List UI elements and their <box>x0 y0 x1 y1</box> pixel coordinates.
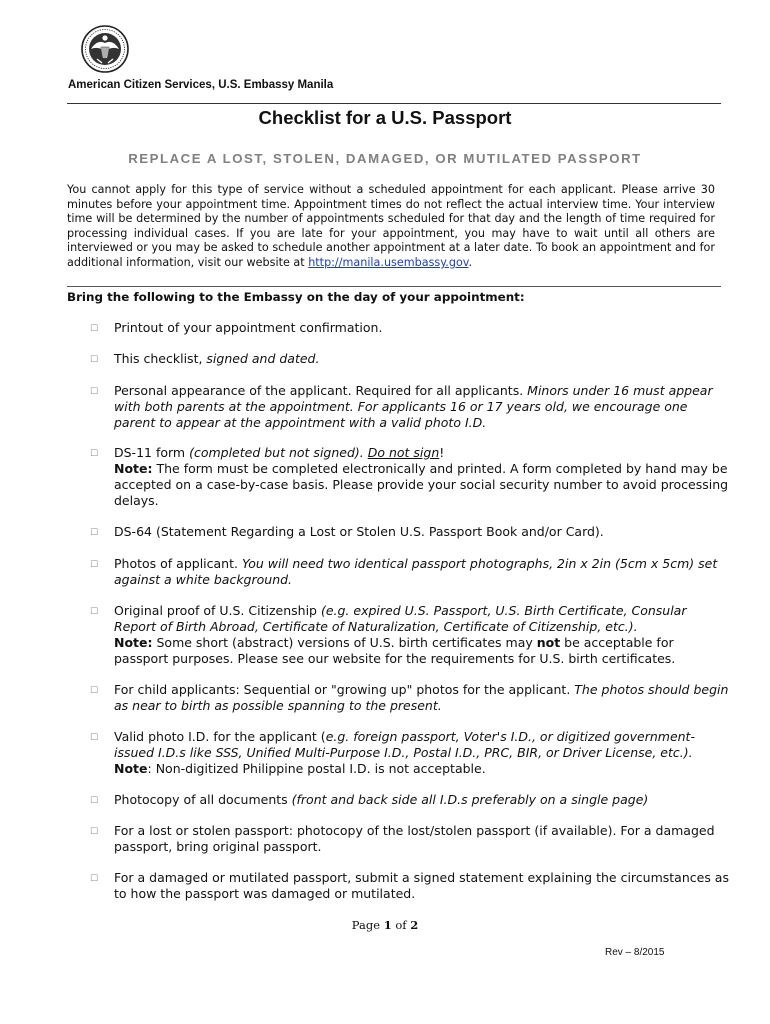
page-total: 2 <box>410 918 419 932</box>
note-label: Note: <box>114 635 153 650</box>
section-divider <box>67 286 721 287</box>
checkbox[interactable]: ☐ <box>90 796 99 806</box>
checkbox[interactable]: ☐ <box>90 560 99 570</box>
header-divider <box>67 103 721 104</box>
checkbox[interactable]: ☐ <box>90 528 99 538</box>
checklist-item <box>90 792 730 808</box>
embassy-website-link[interactable]: http://manila.usembassy.gov <box>308 255 469 269</box>
checkbox[interactable]: ☐ <box>90 355 99 365</box>
item-emphasis: (e.g. expired U.S. Passport, U.S. Birth Certificate, Consular Report of Birth Abroad, Certificate of Naturalization, Certificate of Citizenship, etc.). <box>114 603 687 634</box>
checklist-item <box>90 445 730 509</box>
item-text: Printout of your appointment confirmation. <box>114 320 383 335</box>
item-text: For a lost or stolen passport: photocopy of the lost/stolen passport (if available). For a damaged passport, bring original passport. <box>114 823 715 854</box>
checkbox[interactable]: ☐ <box>90 449 99 459</box>
checklist-item <box>90 729 730 777</box>
item-text: DS-11 form <box>114 445 190 460</box>
item-emphasis: signed and dated. <box>206 351 320 366</box>
checklist-item <box>90 351 730 367</box>
checkbox[interactable]: ☐ <box>90 324 99 334</box>
checklist-item <box>90 823 730 855</box>
organization-name: American Citizen Services, U.S. Embassy Manila <box>68 79 334 91</box>
page-label: Page <box>351 918 384 932</box>
item-text: This checklist, <box>114 351 207 366</box>
item-text: DS-64 (Statement Regarding a Lost or Stolen U.S. Passport Book and/or Card). <box>114 524 604 539</box>
checkbox[interactable]: ☐ <box>90 607 99 617</box>
note-text: : Non-digitized Philippine postal I.D. is not acceptable. <box>147 761 486 776</box>
intro-end: . <box>468 255 473 269</box>
note-bold: not <box>536 635 561 650</box>
item-text: For a damaged or mutilated passport, submit a signed statement explaining the circumstances as to how the passport was damaged or mutilated. <box>114 870 729 901</box>
item-text: ! <box>439 445 445 460</box>
item-text: For child applicants: Sequential or "growing up" photos for the applicant. <box>114 682 575 697</box>
checkbox[interactable]: ☐ <box>90 874 99 884</box>
checklist-item <box>90 524 730 540</box>
section-heading: Bring the following to the Embassy on the day of your appointment: <box>67 290 525 304</box>
item-emphasis: e.g. foreign passport, Voter's I.D., or digitized government-issued I.D.s like SSS, Unified Multi-Purpose I.D., Postal I.D., PRC, BIR, or Driver License, etc.). <box>114 729 695 760</box>
item-emphasis: You will need two identical passport photographs, 2in x 2in (5cm x 5cm) set against a white background. <box>114 556 718 587</box>
checklist-item <box>90 603 730 667</box>
page-current: 1 <box>383 918 392 932</box>
checklist-item <box>90 870 730 902</box>
checklist-item <box>90 556 730 588</box>
note-text: be acceptable for passport purposes. Please see our website for the requirements for U.S. birth certificates. <box>114 635 676 666</box>
page-title: Checklist for a U.S. Passport <box>258 107 512 128</box>
note-label: Note <box>114 761 148 776</box>
intro-text: You cannot apply for this type of service without a scheduled appointment for each applicant. Please arrive 30 minutes before your appointment time. Appointment times do not reflect the actual interview time. Your interview time will be determined by the number of appointments scheduled for that day and the length of time required for processing individual cases. If you are late for your appointment, you may have to wait until all others are interviewed or you may be asked to schedule another appointment at a later date. To book an appointment and for additional information, visit our website at <box>67 183 715 269</box>
checkbox[interactable]: ☐ <box>90 827 99 837</box>
note-text: Some short (abstract) versions of U.S. birth certificates may <box>152 635 537 650</box>
item-text: Original proof of U.S. Citizenship <box>114 603 321 618</box>
item-emphasis: (completed but not signed). <box>189 445 368 460</box>
item-text: Photos of applicant. <box>114 556 242 571</box>
item-emphasis-underlined: Do not sign <box>367 445 440 460</box>
page-number <box>0 918 770 932</box>
item-text: Valid photo I.D. for the applicant ( <box>114 729 326 744</box>
intro-paragraph <box>67 183 715 271</box>
item-text: Personal appearance of the applicant. Required for all applicants. <box>114 383 528 398</box>
page-of: of <box>391 918 411 932</box>
checkbox[interactable]: ☐ <box>90 733 99 743</box>
checkbox[interactable]: ☐ <box>90 686 99 696</box>
item-text: Photocopy of all documents <box>114 792 292 807</box>
checklist-item <box>90 320 730 336</box>
note-label: Note: <box>114 461 153 476</box>
embassy-seal-icon <box>81 25 129 73</box>
note-text: The form must be completed electronically and printed. A form completed by hand may be accepted on a case-by-case basis. Please provide your social security number to avoid processing delays. <box>114 461 729 508</box>
item-emphasis: The photos should begin as near to birth as possible spanning to the present. <box>114 682 729 713</box>
page-subtitle: REPLACE A LOST, STOLEN, DAMAGED, OR MUTILATED PASSPORT <box>128 151 642 166</box>
checklist-item <box>90 682 730 714</box>
checkbox[interactable]: ☐ <box>90 387 99 397</box>
item-emphasis: Minors under 16 must appear with both parents at the appointment. For applicants 16 or 17 years old, we encourage one parent to appear at the appointment with a valid photo I.D. <box>114 383 713 430</box>
revision-label: Rev – 8/2015 <box>605 947 665 958</box>
item-emphasis: (front and back side all I.D.s preferably on a single page) <box>291 792 649 807</box>
checklist-item <box>90 383 730 431</box>
